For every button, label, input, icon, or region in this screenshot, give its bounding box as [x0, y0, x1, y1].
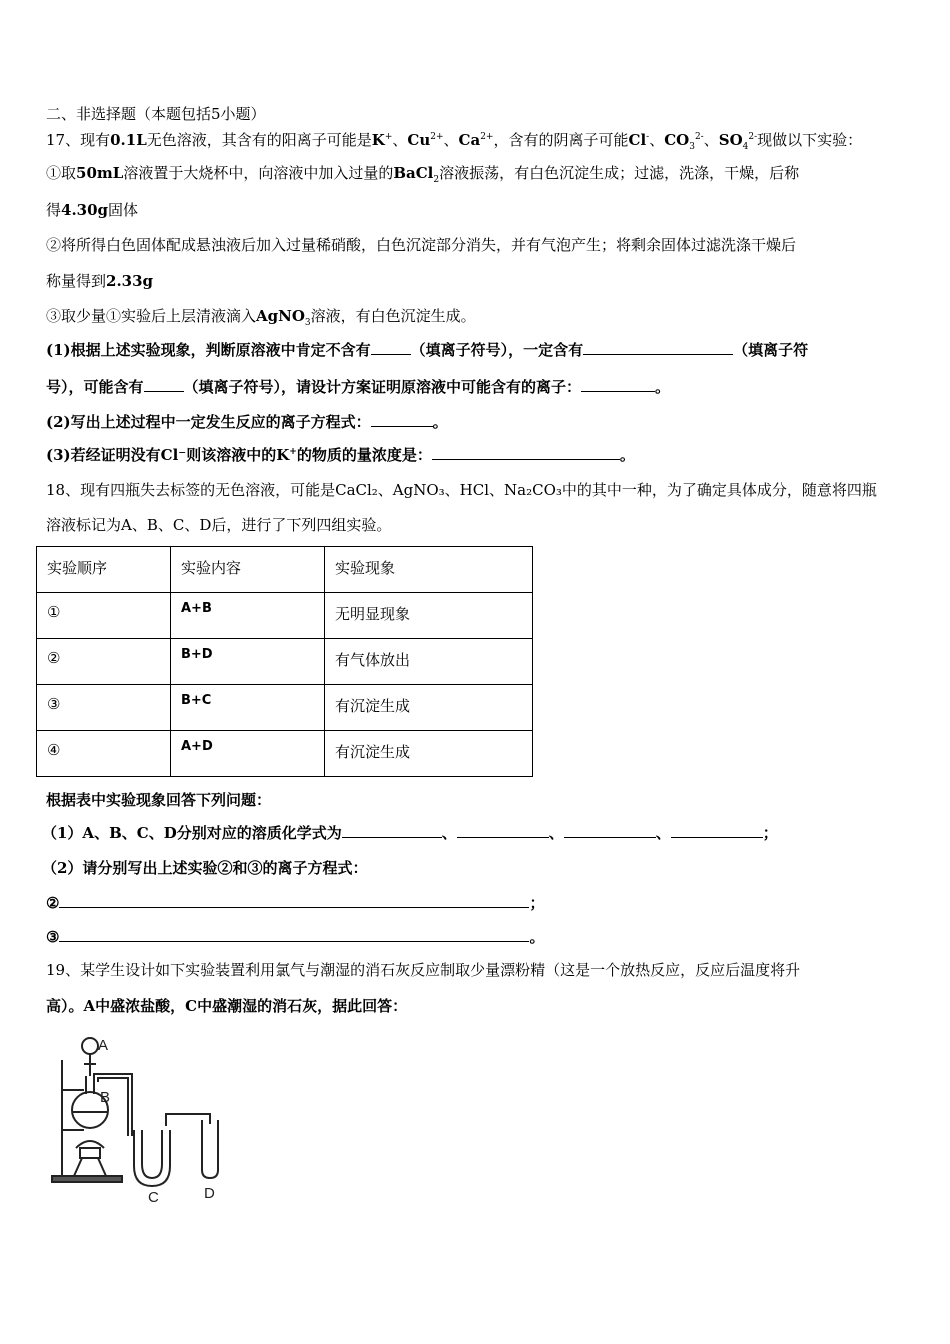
q19-intro: 19、某学生设计如下实验装置利用氯气与潮湿的消石灰反应制取少量漂粉精（这是一个放热反应，反应后温度将升 [46, 961, 801, 979]
answer-blank[interactable] [59, 893, 529, 908]
q18-eq3: ③ 。 [46, 928, 545, 946]
q19-intro-cont: 高）。A中盛浓盐酸，C中盛潮湿的消石灰，据此回答： [46, 997, 408, 1015]
answer-blank[interactable] [144, 377, 184, 392]
q17-step2: ②将所得白色固体配成悬浊液后加入过量稀硝酸，白色沉淀部分消失，并有气泡产生；将剩余固体过滤洗涤干燥后 [46, 236, 797, 254]
table-cell: B+D [171, 639, 325, 685]
table-cell: 有气体放出 [325, 639, 533, 685]
table-cell: A+D [171, 731, 325, 777]
answer-blank[interactable] [371, 340, 411, 355]
q17-part2: (2)写出上述过程中一定发生反应的离子方程式： 。 [46, 413, 448, 431]
apparatus-diagram [48, 1030, 228, 1210]
section-title: 二、非选择题（本题包括5小题） [46, 105, 266, 123]
q18-intro: 18、现有四瓶失去标签的无色溶液，可能是CaCl₂、AgNO₃、HCl、Na₂CO₃中的其中一种，为了确定具体成分，随意将四瓶 [46, 481, 877, 499]
label-b: B [100, 1089, 111, 1106]
q18-intro-cont: 溶液标记为A、B、C、D后，进行了下列四组实验。 [46, 516, 392, 534]
answer-blank[interactable] [671, 823, 763, 838]
table-row [37, 731, 533, 777]
q18-after-table: 根据表中实验现象回答下列问题： [46, 791, 272, 809]
table-cell: B+C [171, 685, 325, 731]
table-cell: ③ [37, 685, 171, 731]
table-cell: ① [37, 593, 171, 639]
label-d: D [204, 1185, 215, 1202]
answer-blank[interactable] [457, 823, 549, 838]
table-row [37, 685, 533, 731]
answer-blank[interactable] [432, 445, 620, 460]
table-row [37, 639, 533, 685]
label-c: C [148, 1189, 159, 1206]
q17-step3: ③取少量①实验后上层清液滴入AgNO$_3$溶液，有白色沉淀生成。 [46, 307, 476, 328]
experiment-table [36, 546, 533, 777]
table-header: 实验现象 [325, 547, 533, 593]
q18-part1: （1）A、B、C、D分别对应的溶质化学式为 、 、 、 ； [42, 824, 778, 842]
table-cell: ② [37, 639, 171, 685]
table-row [37, 593, 533, 639]
q17-intro: 17、现有0.1L无色溶液，其含有的阳离子可能是K+、$Cu^{2+}$、$Ca^{2+}$，含有的阴离子可能Cl-、$CO_3^{2-}$、$SO_4^{2-}$现做以下实验： [46, 131, 863, 152]
table-cell: 有沉淀生成 [325, 685, 533, 731]
q18-eq2: ② ； [46, 894, 545, 912]
answer-blank[interactable] [342, 823, 442, 838]
table-cell: 有沉淀生成 [325, 731, 533, 777]
answer-blank[interactable] [581, 377, 655, 392]
table-cell: 无明显现象 [325, 593, 533, 639]
table-cell: A+B [171, 593, 325, 639]
answer-blank[interactable] [564, 823, 656, 838]
table-header: 实验内容 [171, 547, 325, 593]
q17-part3: (3)若经证明没有Cl⁻则该溶液中的K+的物质的量浓度是： 。 [46, 446, 635, 464]
q18-part2: （2）请分别写出上述实验②和③的离子方程式： [42, 859, 368, 877]
q17-step1-cont: 得4.30g固体 [46, 201, 139, 219]
q17-part1: (1)根据上述实验现象，判断原溶液中肯定不含有 （填离子符号），一定含有 （填离子符 [46, 341, 809, 359]
q17-step2-cont: 称量得到2.33g [46, 272, 154, 290]
q17-part1-cont: 号），可能含有 （填离子符号），请设计方案证明原溶液中可能含有的离子： 。 [46, 378, 671, 396]
q17-step1: ①取50mL溶液置于大烧杯中，向溶液中加入过量的BaCl$_2$溶液振荡，有白色沉淀生成；过滤，洗涤，干燥，后称 [46, 164, 800, 185]
table-cell: ④ [37, 731, 171, 777]
table-header: 实验顺序 [37, 547, 171, 593]
label-a: A [98, 1037, 109, 1054]
answer-blank[interactable] [371, 412, 433, 427]
answer-blank[interactable] [59, 927, 529, 942]
table-header-row [37, 547, 533, 593]
answer-blank[interactable] [583, 340, 733, 355]
